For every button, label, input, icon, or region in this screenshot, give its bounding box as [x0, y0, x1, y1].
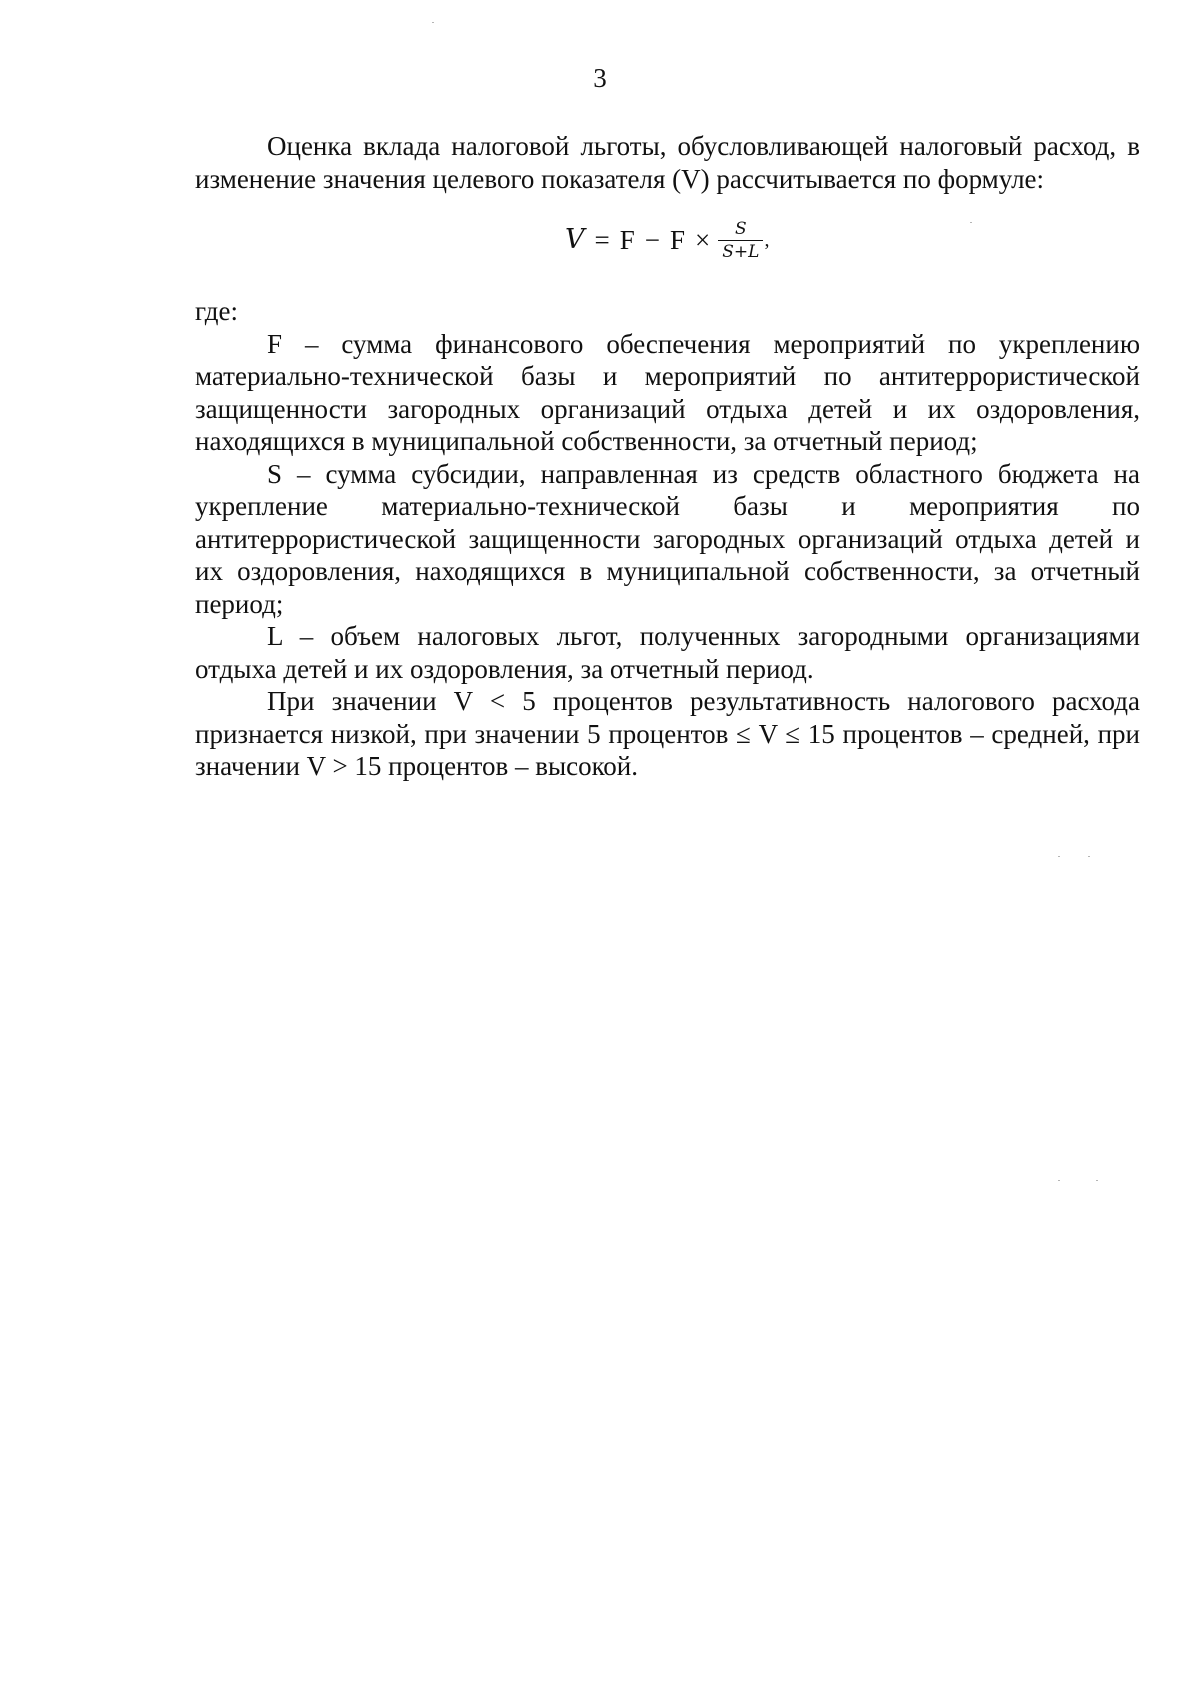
formula-times: ×	[695, 225, 711, 256]
scan-speck	[1096, 1180, 1098, 1181]
conclusion-paragraph: При значении V < 5 процентов результативность налогового расхода признается низкой, при значении 5 процентов ≤ V ≤ 15 процентов – средней, при значении V > 15 процентов – высокой.	[195, 686, 1140, 781]
scan-speck	[1058, 856, 1060, 857]
formula-minus: −	[644, 225, 660, 256]
formula-comma: ,	[764, 229, 770, 252]
definition-s: S – сумма субсидии, направленная из средств областного бюджета на укрепление материально-технической базы и мероприятия по антитеррористической защищенности загородных организаций отдыха детей и их оздоровления, находящихся в муниципальной собственности, за отчетный период;	[195, 458, 1140, 619]
formula-block	[195, 217, 1140, 295]
document-body	[195, 130, 1140, 783]
formula-lhs: V	[565, 224, 585, 256]
intro-paragraph: Оценка вклада налоговой льготы, обусловливающей налоговый расход, в изменение значения целевого показателя (V) рассчитывается по формуле:	[195, 131, 1140, 194]
scan-speck	[432, 22, 434, 23]
page-number: 3	[593, 63, 607, 93]
fraction-denominator: S+L	[718, 240, 763, 262]
scan-speck	[1058, 1180, 1060, 1181]
definition-f: F – сумма финансового обеспечения мероприятий по укреплению материально-технической базы и мероприятий по антитеррористической защищенности загородных организаций отдыха детей и их оздоровления, находящихся в муниципальной собственности, за отчетный период;	[195, 328, 1140, 456]
scan-speck	[970, 222, 972, 223]
where-label: где:	[195, 296, 238, 326]
scan-speck	[1088, 856, 1090, 857]
formula	[565, 219, 769, 262]
formula-term1: F	[619, 225, 635, 256]
fraction-numerator: S	[735, 219, 747, 239]
formula-fraction	[718, 219, 763, 262]
formula-term2: F	[670, 225, 686, 256]
definition-l: L – объем налоговых льгот, полученных загородными организациями отдыха детей и их оздоровления, за отчетный период.	[195, 621, 1140, 684]
formula-equals: =	[594, 225, 610, 256]
